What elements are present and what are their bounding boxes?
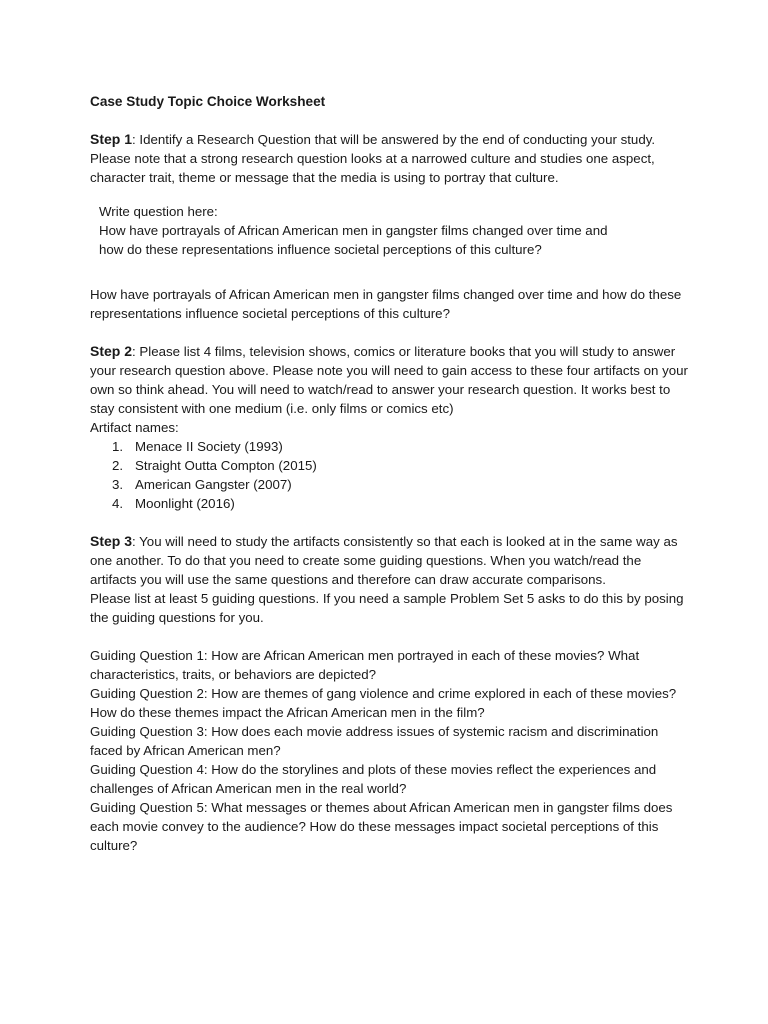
worksheet-page — [90, 92, 690, 855]
artifact-name: Straight Outta Compton (2015) — [135, 458, 317, 473]
artifact-heading: Artifact names: — [90, 420, 179, 435]
spacer — [90, 259, 690, 285]
artifact-number: 1. — [112, 439, 124, 454]
step1-label: Step 1 — [90, 131, 133, 147]
spacer — [90, 627, 690, 646]
artifact-item — [90, 456, 690, 475]
guiding-question: Guiding Question 2: How are themes of gang violence and crime explored in each of these movies? How do these themes impact the African American men in the film? — [90, 686, 677, 720]
restated-research-question: How have portrayals of African American men in gangster films changed over time and how do these representations influence societal perceptions of this culture? — [90, 287, 682, 321]
spacer — [90, 323, 690, 342]
step3-instruction: Please list at least 5 guiding questions. If you need a sample Problem Set 5 asks to do this by posing the guiding questions for you. — [90, 591, 684, 625]
artifact-list — [90, 437, 690, 513]
step3-text: : You will need to study the artifacts consistently so that each is looked at in the same way as one another. To do that you need to create some guiding questions. When you watch/read the artifacts you will use the same questions and therefore can draw accurate comparisons. — [90, 534, 678, 587]
artifact-number: 3. — [112, 477, 124, 492]
step2-paragraph — [90, 342, 690, 418]
step1-text: : Identify a Research Question that will be answered by the end of conducting your study. Please note that a strong research question looks at a narrowed culture and studies one aspect, character trait, theme or message that the media is using to portray that culture. — [90, 132, 656, 185]
page-title: Case Study Topic Choice Worksheet — [90, 94, 326, 109]
research-question-box — [99, 202, 659, 259]
artifact-item — [90, 494, 690, 513]
step2-label: Step 2 — [90, 343, 133, 359]
step3-label: Step 3 — [90, 533, 133, 549]
artifact-item — [90, 437, 690, 456]
question-line-2: how do these representations influence societal perceptions of this culture? — [99, 242, 542, 257]
step1-paragraph — [90, 130, 690, 187]
artifact-number: 2. — [112, 458, 124, 473]
step2-text: : Please list 4 films, television shows, comics or literature books that you will study to answer your research question above. Please note you will need to gain access to these four artifacts on your own so think ahead. You will need to watch/read to answer your research question. It works best to stay consistent with one medium (i.e. only films or comics etc) — [90, 344, 688, 416]
artifact-name: Menace II Society (1993) — [135, 439, 283, 454]
guiding-question: Guiding Question 4: How do the storylines and plots of these movies reflect the experiences and challenges of African American men in the real world? — [90, 762, 657, 796]
artifact-name: Moonlight (2016) — [135, 496, 235, 511]
artifact-name: American Gangster (2007) — [135, 477, 292, 492]
step3-paragraph — [90, 532, 690, 589]
guiding-question: Guiding Question 3: How does each movie address issues of systemic racism and discrimination faced by African American men? — [90, 724, 659, 758]
artifact-number: 4. — [112, 496, 124, 511]
guiding-question: Guiding Question 1: How are African American men portrayed in each of these movies? What characteristics, traits, or behaviors are depicted? — [90, 648, 640, 682]
question-line-1: How have portrayals of African American men in gangster films changed over time and — [99, 223, 608, 238]
artifact-item — [90, 475, 690, 494]
question-prompt: Write question here: — [99, 204, 218, 219]
spacer — [90, 513, 690, 532]
guiding-question: Guiding Question 5: What messages or themes about African American men in gangster films does each movie convey to the audience? How do these messages impact societal perceptions of this culture? — [90, 800, 673, 853]
